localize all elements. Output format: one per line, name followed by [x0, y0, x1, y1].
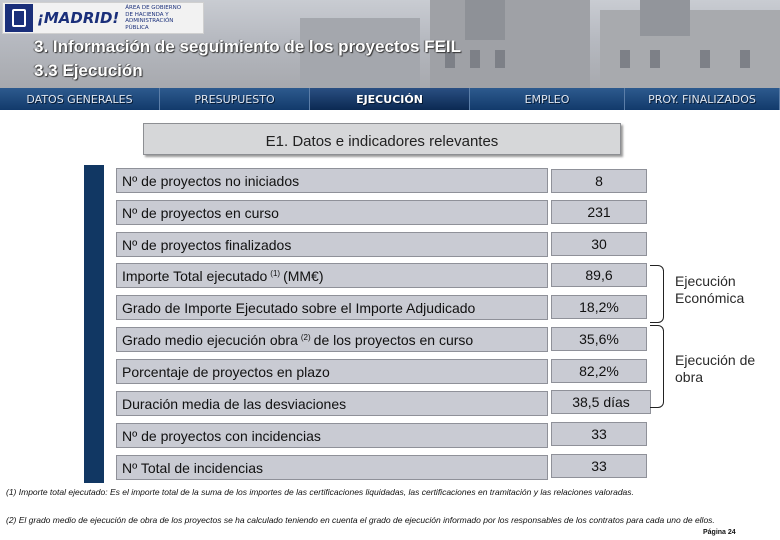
footnote-ref-2: (2) [300, 333, 311, 342]
page-title: 3. Información de seguimiento de los proyectos FEIL [34, 37, 461, 56]
tab-presupuesto[interactable]: PRESUPUESTO [160, 88, 310, 110]
window-graphic [470, 50, 480, 68]
building-graphic [640, 0, 690, 36]
row-label-importe-total: Importe Total ejecutado $^{(1)}$ (MM€) [116, 263, 548, 288]
row-value-importe-total: 89,6 [551, 263, 647, 287]
city-emblem-icon [5, 4, 33, 32]
footnote-ref-1: (1) [270, 269, 281, 278]
section-title: E1. Datos e indicadores relevantes [265, 132, 499, 150]
page-subtitle: 3.3 Ejecución [34, 61, 143, 80]
window-graphic [620, 50, 630, 68]
bracket-obra [650, 325, 664, 408]
logo-area-text: ÁREA DE GOBIERNO DE HACIENDA Y ADMINISTRACIÓN PÚBLICA [125, 5, 182, 31]
row-label-incidencias: Nº de proyectos con incidencias [116, 423, 548, 448]
row-value-en-plazo: 82,2% [551, 359, 647, 383]
row-value-finalizados: 30 [551, 232, 647, 256]
window-graphic [700, 50, 710, 68]
window-graphic [740, 50, 750, 68]
row-label-grado-obra: Grado medio ejecución obra $^{(2)}$ de los proyectos en curso [116, 327, 548, 352]
logo-brand: ¡MADRID! [37, 9, 120, 27]
row-label-finalizados: Nº de proyectos finalizados [116, 232, 548, 257]
row-value-desviaciones: 38,5 días [551, 390, 651, 414]
row-value-no-iniciados: 8 [551, 169, 647, 193]
tab-empleo[interactable]: EMPLEO [470, 88, 625, 110]
section-header [143, 123, 621, 155]
group-label-obra: Ejecución de obra [675, 352, 756, 385]
row-label-desviaciones: Duración media de las desviaciones [116, 391, 548, 416]
tab-ejecucion[interactable]: EJECUCIÓN [310, 88, 470, 110]
tab-proy-finalizados[interactable]: PROY. FINALIZADOS [625, 88, 780, 110]
group-label-economica: Ejecución Económica [675, 273, 745, 306]
row-label-total-incidencias: Nº Total de incidencias [116, 455, 548, 480]
row-value-grado-importe: 18,2% [551, 295, 647, 319]
building-graphic [465, 0, 505, 40]
row-label-no-iniciados: Nº de proyectos no iniciados [116, 168, 548, 193]
row-value-incidencias: 33 [551, 422, 647, 446]
bracket-economica [650, 265, 664, 323]
window-graphic [495, 50, 505, 68]
row-value-en-curso: 231 [551, 200, 647, 224]
building-graphic [600, 10, 780, 88]
row-label-en-plazo: Porcentaje de proyectos en plazo [116, 359, 548, 384]
footnote-2: (2) El grado medio de ejecución de obra de los proyectos se ha calculado teniendo en cuenta el grado de ejecución informado por los responsables de los contratos para cada uno de ellos. [6, 515, 715, 525]
window-graphic [650, 50, 660, 68]
row-value-grado-obra: 35,6% [551, 327, 647, 351]
tab-datos-generales[interactable]: DATOS GENERALES [0, 88, 160, 110]
page-number: Página 24 [703, 529, 736, 536]
madrid-logo [2, 2, 204, 34]
row-label-en-curso: Nº de proyectos en curso [116, 200, 548, 225]
left-accent-bar [84, 165, 104, 483]
footnote-1: (1) Importe total ejecutado: Es el importe total de la suma de los importes de las certificaciones liquidadas, las certificaciones en tramitación y las relaciones valoradas. [6, 487, 634, 497]
row-label-grado-importe: Grado de Importe Ejecutado sobre el Importe Adjudicado [116, 295, 548, 320]
row-value-total-incidencias: 33 [551, 454, 647, 478]
